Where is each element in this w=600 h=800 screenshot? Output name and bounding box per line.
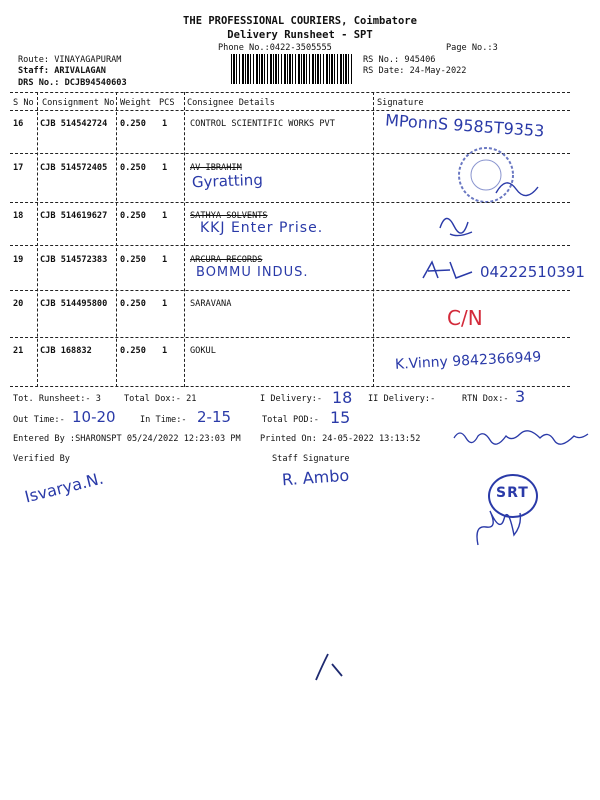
col-signature: Signature xyxy=(377,98,424,108)
handwritten-consignee: KKJ Enter Prise. xyxy=(200,220,324,236)
col-pcs: PCS xyxy=(159,98,175,108)
row-sno: 18 xyxy=(13,211,24,221)
total-pod-label: Total POD:- xyxy=(262,415,319,425)
row-sno: 17 xyxy=(13,163,24,173)
handwritten-signature: K.Vinny 9842366949 xyxy=(394,349,542,373)
in-time-value: 2-15 xyxy=(197,408,232,426)
barcode xyxy=(231,54,353,84)
in-time-label: In Time:- xyxy=(140,415,187,425)
entered-by: Entered By :SHARONSPT 05/24/2022 12:23:03 PM xyxy=(13,434,241,444)
row-consignment: CJB 514572405 xyxy=(40,163,108,173)
row-consignment: CJB 514572383 xyxy=(40,255,108,265)
col-divider xyxy=(116,92,117,387)
runsheet-title: Delivery Runsheet - SPT xyxy=(227,29,373,41)
ii-delivery-label: II Delivery:- xyxy=(368,394,436,404)
row-weight: 0.250 xyxy=(120,346,146,356)
handwritten-signature: MPonnS 9585T9353 xyxy=(384,110,545,141)
row-rule xyxy=(10,245,570,246)
col-consignment: Consignment No xyxy=(42,98,115,108)
phone-number: Phone No.:0422-3505555 xyxy=(218,43,332,53)
row-pcs: 1 xyxy=(162,346,168,356)
col-divider xyxy=(184,92,185,387)
row-consignee: CONTROL SCIENTIFIC WORKS PVT xyxy=(190,119,335,129)
table-bottom-rule xyxy=(10,386,570,387)
drs-number: DRS No.: DCJB94540603 xyxy=(18,78,127,88)
handwritten-cn-mark: C/N xyxy=(447,306,483,330)
row-pcs: 1 xyxy=(162,211,168,221)
staff: Staff: ARIVALAGAN xyxy=(18,66,106,76)
row-consignment: CJB 514495800 xyxy=(40,299,108,309)
handwritten-phone: 04222510391 xyxy=(480,263,585,281)
row-consignment: CJB 514619627 xyxy=(40,211,108,221)
route: Route: VINAYAGAPURAM xyxy=(18,55,122,65)
signature-scribble xyxy=(420,258,476,284)
row-pcs: 1 xyxy=(162,299,168,309)
row-pcs: 1 xyxy=(162,163,168,173)
row-sno: 20 xyxy=(13,299,24,309)
verified-by-label: Verified By xyxy=(13,454,70,464)
row-weight: 0.250 xyxy=(120,119,146,129)
tamil-name-scribble xyxy=(450,426,600,446)
col-sno: S No xyxy=(13,98,34,108)
header-rule xyxy=(10,110,570,111)
i-delivery-label: I Delivery:- xyxy=(260,394,323,404)
row-sno: 16 xyxy=(13,119,24,129)
row-sno: 21 xyxy=(13,346,24,356)
row-pcs: 1 xyxy=(162,255,168,265)
row-weight: 0.250 xyxy=(120,299,146,309)
row-consignee: GOKUL xyxy=(190,346,216,356)
rs-number: RS No.: 945406 xyxy=(363,55,436,65)
row-weight: 0.250 xyxy=(120,163,146,173)
row-consignee: SATHYA SOLVENTS xyxy=(190,211,268,221)
out-time-value: 10-20 xyxy=(72,408,116,426)
row-pcs: 1 xyxy=(162,119,168,129)
row-consignee: AV IBRAHIM xyxy=(190,163,242,173)
out-time-label: Out Time:- xyxy=(13,415,65,425)
handwritten-consignee: Gyratting xyxy=(191,170,264,192)
col-divider xyxy=(373,92,374,387)
row-weight: 0.250 xyxy=(120,255,146,265)
staff-signature-label: Staff Signature xyxy=(272,454,350,464)
total-pod-value: 15 xyxy=(330,408,351,427)
row-weight: 0.250 xyxy=(120,211,146,221)
srt-stamp-text: SRT xyxy=(496,485,529,501)
row-consignment: CJB 514542724 xyxy=(40,119,108,129)
signature-scribble xyxy=(436,208,476,242)
page-number: Page No.:3 xyxy=(446,43,498,53)
row-rule xyxy=(10,337,570,338)
handwritten-consignee: BOMMU INDUS. xyxy=(196,265,309,280)
row-consignee: ARCURA RECORDS xyxy=(190,255,263,265)
row-rule xyxy=(10,202,570,203)
row-consignment: CJB 168832 xyxy=(40,346,92,356)
rs-date: RS Date: 24-May-2022 xyxy=(363,66,467,76)
total-dox: Total Dox:- 21 xyxy=(124,394,197,404)
stamp-signature-scribble xyxy=(470,505,530,551)
i-delivery-value: 18 xyxy=(332,388,353,407)
verified-by-signature: Isvarya.N. xyxy=(22,468,106,507)
col-weight: Weight xyxy=(120,98,152,108)
table-top-rule xyxy=(10,92,570,93)
rtn-dox-label: RTN Dox:- xyxy=(462,394,509,404)
row-rule xyxy=(10,290,570,291)
col-divider xyxy=(37,92,38,387)
company-title: THE PROFESSIONAL COURIERS, Coimbatore xyxy=(183,15,417,27)
rtn-dox-value: 3 xyxy=(515,387,526,406)
tot-runsheet: Tot. Runsheet:- 3 xyxy=(13,394,101,404)
stray-ink-mark xyxy=(312,652,352,684)
round-stamp xyxy=(436,145,541,205)
col-consignee: Consignee Details xyxy=(187,98,275,108)
row-consignee: SARAVANA xyxy=(190,299,232,309)
staff-signature: R. Ambo xyxy=(281,465,350,490)
row-sno: 19 xyxy=(13,255,24,265)
printed-on: Printed On: 24-05-2022 13:13:52 xyxy=(260,434,421,444)
